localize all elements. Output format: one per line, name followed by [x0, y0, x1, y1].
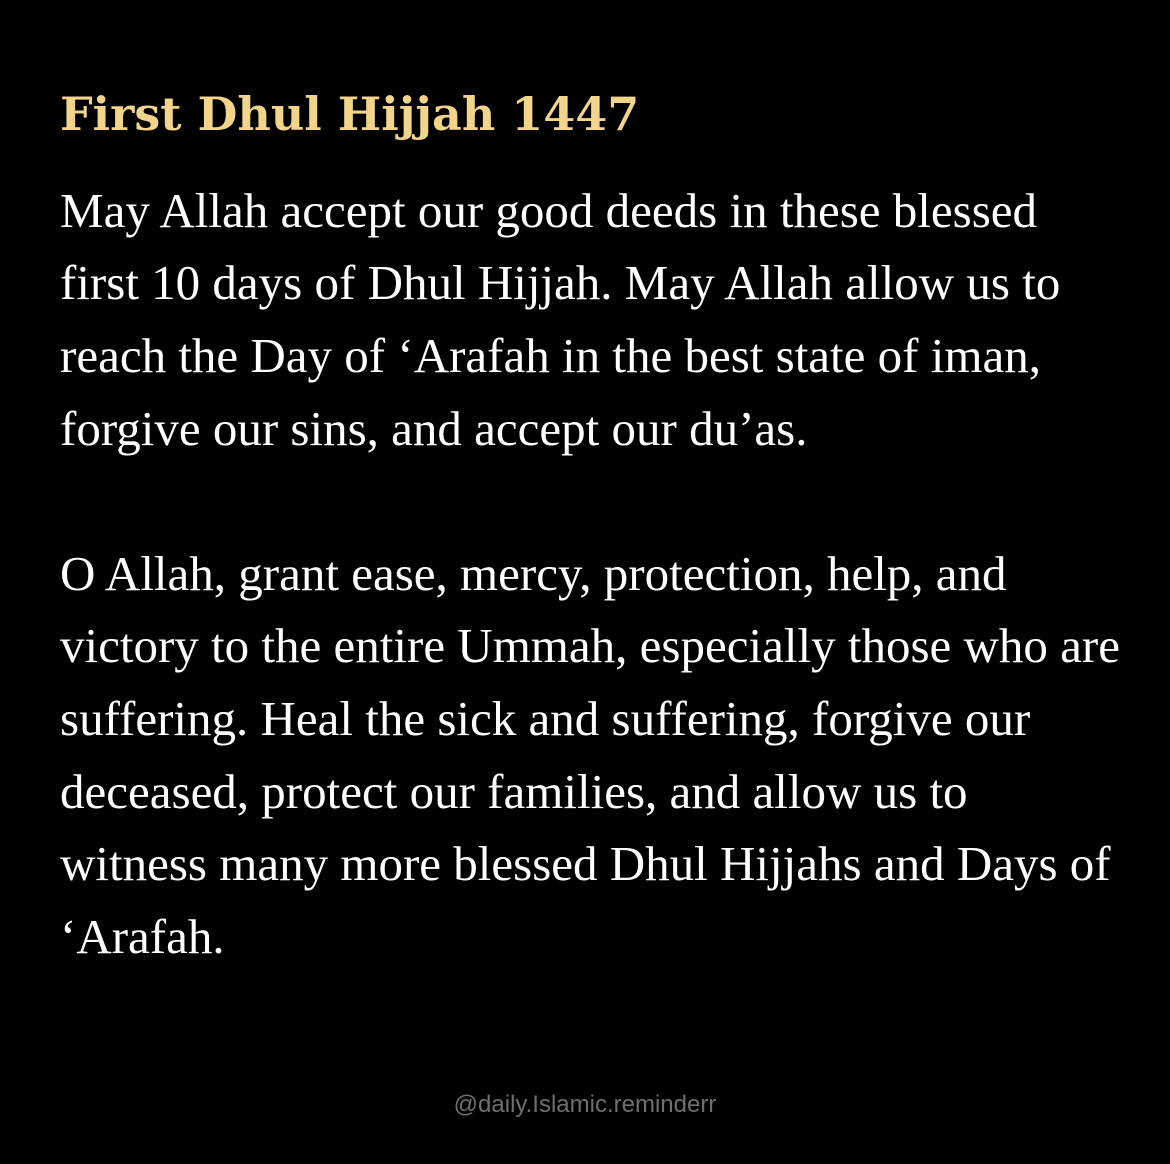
- account-handle: @daily.Islamic.reminderr: [453, 1091, 717, 1118]
- post-title: First Dhul Hijjah 1447: [60, 87, 640, 141]
- post-body: [60, 175, 1120, 974]
- paragraph-2: O Allah, grant ease, mercy, protection, help, and victory to the entire Ummah, especially those who are suffering. Heal the sick and suffering, forgive our deceased, protect our families, and allow us to witness many more blessed Dhul Hijjahs and Days of ‘Arafah.: [60, 545, 1120, 964]
- paragraph-1: May Allah accept our good deeds in these blessed first 10 days of Dhul Hijjah. May Allah allow us to reach the Day of ‘Arafah in the best state of iman, forgive our sins, and accept our du’as.: [60, 182, 1061, 456]
